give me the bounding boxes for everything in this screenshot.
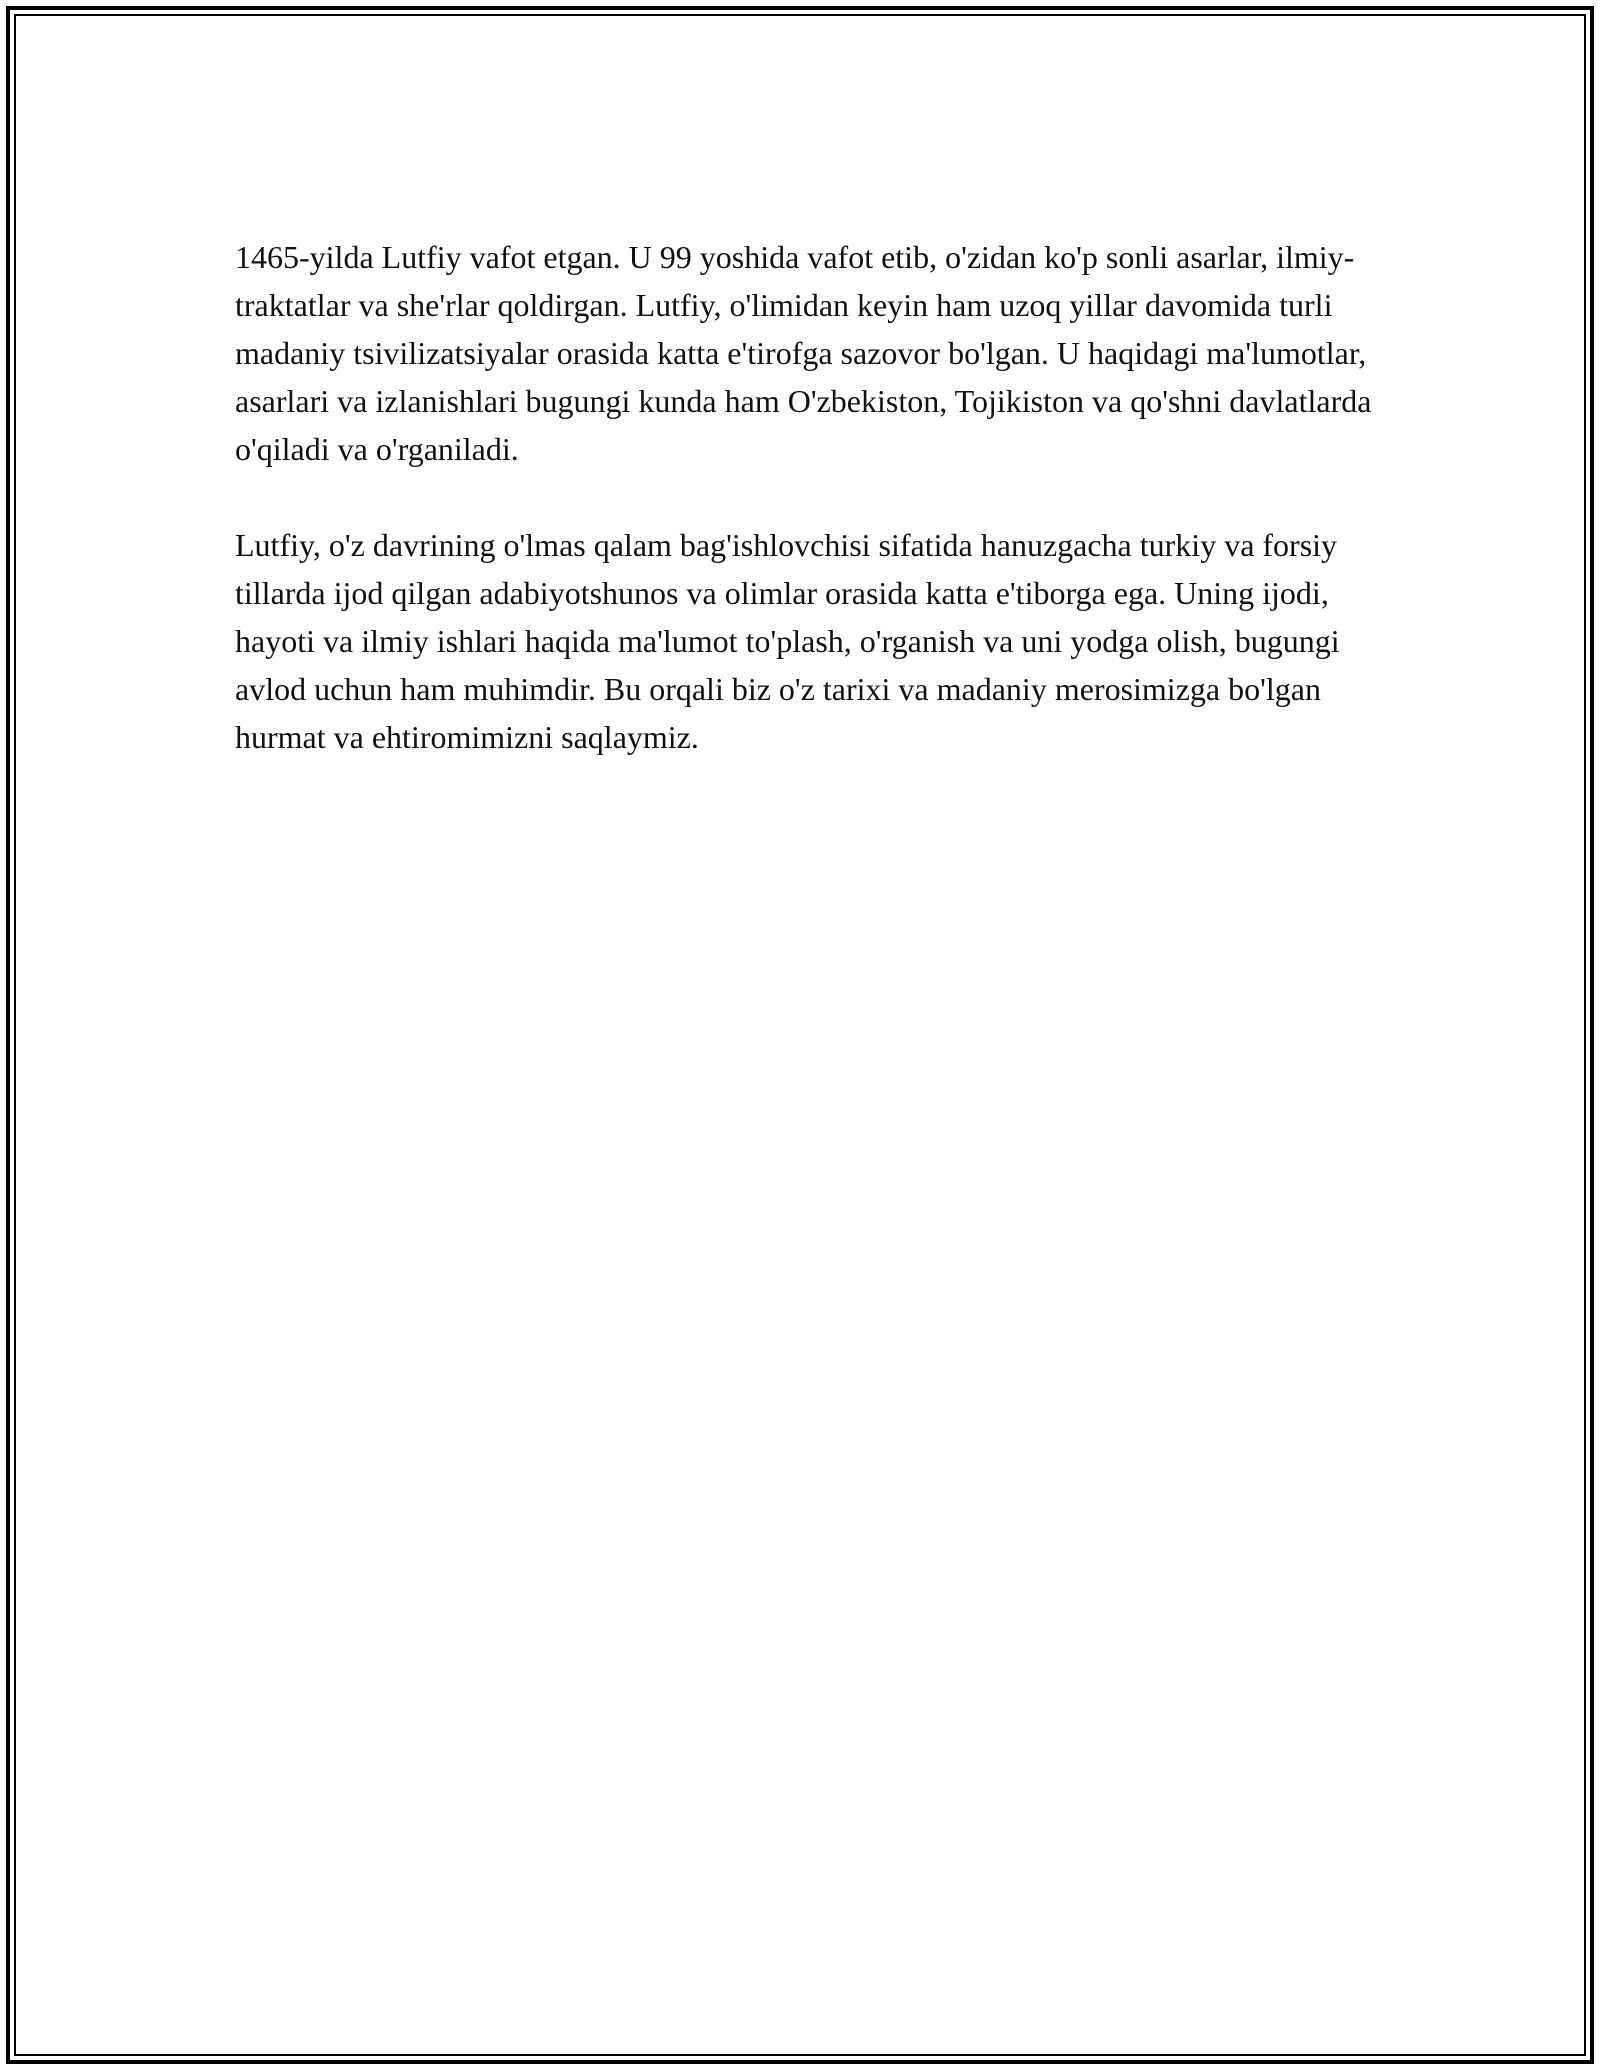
paragraph-2: Lutfiy, o'z davrining o'lmas qalam bag'ishlovchisi sifatida hanuzgacha turkiy va forsiy tillarda ijod qilgan adabiyotshunos va olimlar orasida katta e'tiborga ega. Uning ijodi, hayoti va ilmiy ishlari haqida ma'lumot to'plash, o'rganish va uni yodga olish, bugungi avlod uchun ham muhimdir. Bu orqali biz o'z tarixi va madaniy merosimizga bo'lgan hurmat va ehtiromimizni saqlaymiz. bbox=[235, 527, 1340, 755]
document-body bbox=[235, 233, 1375, 809]
paragraph-1: 1465-yilda Lutfiy vafot etgan. U 99 yoshida vafot etib, o'zidan ko'p sonli asarlar, ilmiy-traktatlar va she'rlar qoldirgan. Lutfiy, o'limidan keyin ham uzoq yillar davomida turli madaniy tsivilizatsiyalar orasida katta e'tirofga sazovor bo'lgan. U haqidagi ma'lumotlar, asarlari va izlanishlari bugungi kunda ham O'zbekiston, Tojikiston va qo'shni davlatlarda o'qiladi va o'rganiladi. bbox=[235, 239, 1372, 467]
